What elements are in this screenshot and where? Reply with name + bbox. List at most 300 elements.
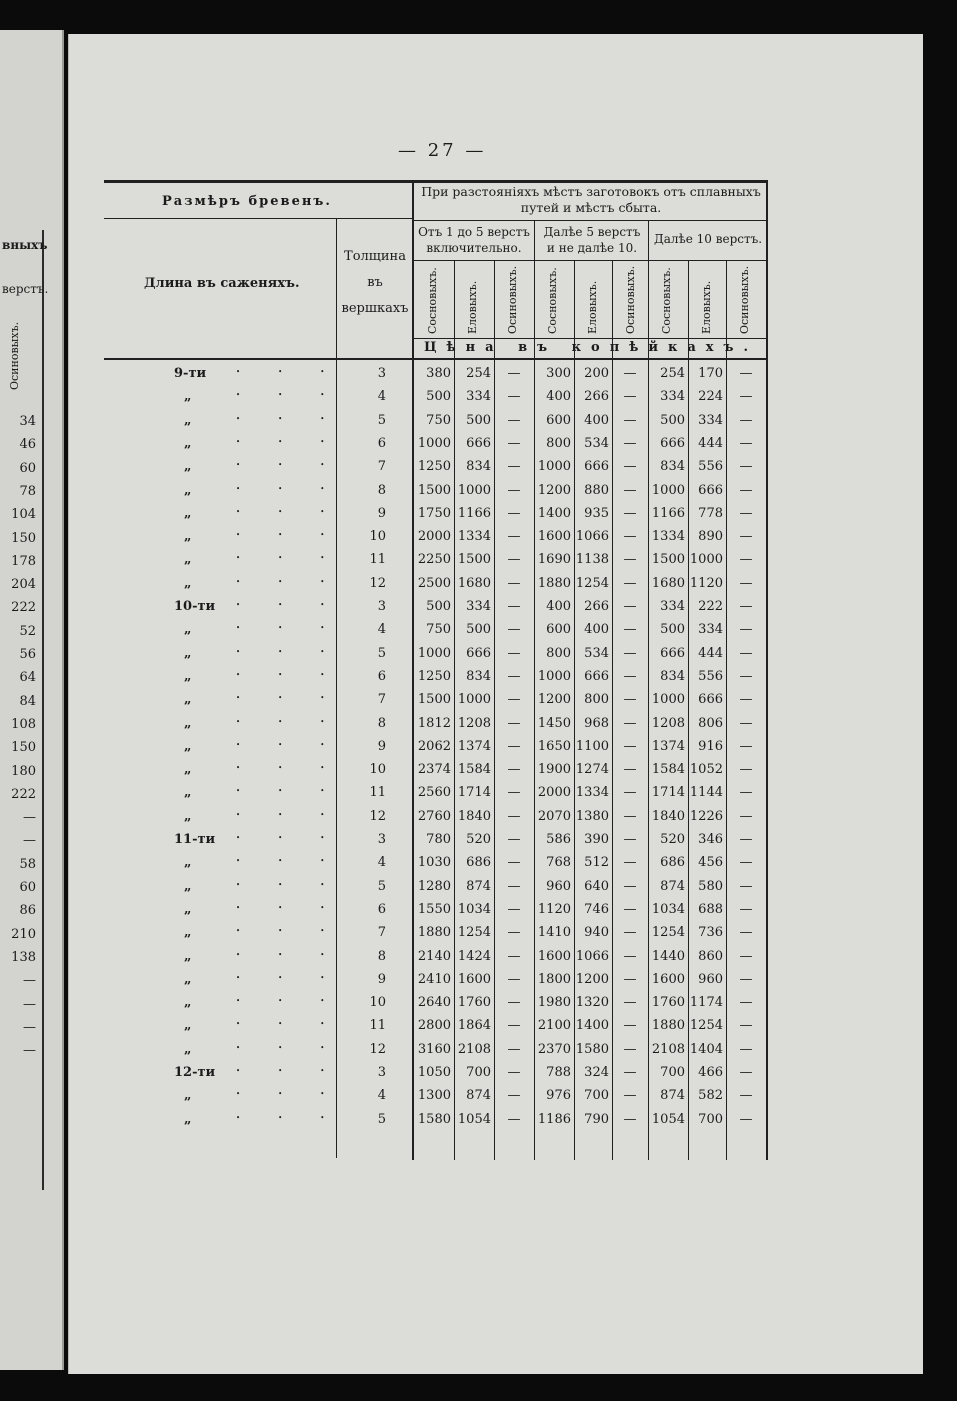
left-page-edge — [0, 30, 64, 1370]
price-cell: 1600 — [651, 971, 685, 987]
price-cell: 1714 — [651, 785, 685, 801]
price-cell: 1584 — [651, 762, 685, 778]
left-page-value: 180 — [11, 763, 36, 779]
leader-dots: ••• — [236, 624, 363, 633]
price-cell: — — [623, 575, 637, 591]
leader-dots: ••• — [236, 717, 363, 726]
thickness-cell: 9 — [377, 738, 386, 754]
leader-dots: ••• — [236, 507, 363, 516]
length-cell: 11-ти — [174, 832, 216, 847]
price-cell: — — [623, 878, 637, 894]
price-cell: — — [507, 412, 521, 428]
price-cell: — — [623, 1018, 637, 1034]
length-cell: „ — [184, 645, 192, 661]
price-cell: — — [623, 645, 637, 661]
price-cell: 1200 — [575, 971, 609, 987]
price-cell: 2374 — [417, 762, 451, 778]
price-cell: 556 — [698, 459, 723, 475]
page-number: — 27 — — [398, 140, 487, 161]
price-cell: 976 — [546, 1088, 571, 1104]
price-cell: 746 — [584, 901, 609, 917]
price-cell: — — [739, 389, 753, 405]
price-cell: 768 — [546, 855, 571, 871]
price-cell: 666 — [584, 459, 609, 475]
price-cell: — — [623, 529, 637, 545]
price-cell: 874 — [466, 1088, 491, 1104]
thickness-cell: 4 — [377, 855, 386, 871]
price-cell: 1880 — [537, 575, 571, 591]
length-cell: „ — [184, 552, 192, 568]
price-cell: — — [507, 645, 521, 661]
leader-dots: ••• — [236, 764, 363, 773]
price-cell: — — [739, 622, 753, 638]
price-cell: 512 — [584, 855, 609, 871]
price-cell: 834 — [660, 668, 685, 684]
price-cell: 940 — [584, 925, 609, 941]
thickness-cell: 4 — [377, 389, 386, 405]
price-cell: 400 — [546, 389, 571, 405]
length-cell: „ — [184, 459, 192, 475]
price-cell: 1840 — [651, 808, 685, 824]
price-cell: 346 — [698, 832, 723, 847]
left-page-value: 178 — [11, 553, 36, 569]
price-cell: 1030 — [417, 855, 451, 871]
price-cell: 500 — [426, 599, 451, 614]
length-cell: „ — [184, 482, 192, 498]
left-page-value: 138 — [11, 949, 36, 965]
price-cell: — — [623, 622, 637, 638]
price-header: Цѣна въ копѣйкахъ. — [423, 340, 759, 355]
length-cell: „ — [184, 925, 192, 941]
price-cell: 1900 — [537, 762, 571, 778]
leader-dots: ••• — [236, 437, 363, 446]
length-cell: „ — [184, 529, 192, 545]
subcolumn-header-spruce: Еловыхъ. — [466, 280, 479, 334]
price-cell: — — [739, 366, 753, 381]
price-cell: 1254 — [457, 925, 491, 941]
thickness-cell: 5 — [377, 645, 386, 661]
length-cell: „ — [184, 1041, 192, 1057]
group-header-rule — [412, 260, 768, 261]
price-cell: 334 — [660, 389, 685, 405]
price-cell: 500 — [466, 622, 491, 638]
price-cell: 200 — [584, 366, 609, 381]
price-cell: — — [507, 599, 521, 614]
thickness-cell: 12 — [369, 575, 386, 591]
price-cell: 2070 — [537, 808, 571, 824]
left-page-value: 204 — [11, 577, 36, 593]
price-cell: — — [739, 552, 753, 568]
length-cell: „ — [184, 1018, 192, 1034]
price-cell: — — [507, 575, 521, 591]
price-cell: 1200 — [537, 482, 571, 498]
leader-dots: ••• — [236, 670, 363, 679]
price-cell: 1274 — [575, 762, 609, 778]
price-cell: 1000 — [457, 692, 491, 708]
left-page-value: 86 — [19, 903, 36, 919]
leader-dots: ••• — [236, 647, 363, 656]
thickness-cell: 9 — [377, 971, 386, 987]
price-cell: 1714 — [457, 785, 491, 801]
price-cell: 700 — [466, 1065, 491, 1080]
price-cell: 534 — [584, 645, 609, 661]
price-cell: 750 — [426, 412, 451, 428]
length-cell: „ — [184, 505, 192, 521]
subcolumn-header-pine: Сосновыхъ. — [546, 267, 559, 334]
price-cell: 1000 — [537, 668, 571, 684]
price-cell: — — [739, 738, 753, 754]
price-cell: 2000 — [537, 785, 571, 801]
price-cell: 686 — [660, 855, 685, 871]
price-cell: — — [507, 529, 521, 545]
price-cell: — — [623, 762, 637, 778]
subcolumn-header-spruce: Еловыхъ. — [700, 280, 713, 334]
price-cell: 1120 — [537, 901, 571, 917]
left-page-header-3: Осиновыхъ. — [8, 321, 21, 390]
price-cell: 380 — [426, 366, 451, 381]
price-cell: 556 — [698, 668, 723, 684]
price-cell: 1680 — [651, 575, 685, 591]
price-cell: — — [739, 412, 753, 428]
price-cell: — — [739, 832, 753, 847]
price-cell: 1138 — [575, 552, 609, 568]
left-page-value: 150 — [11, 740, 36, 756]
length-cell: 10-ти — [174, 599, 216, 614]
leader-dots: ••• — [236, 1020, 363, 1029]
price-cell: — — [623, 1111, 637, 1127]
price-cell: 500 — [660, 622, 685, 638]
price-cell: — — [623, 808, 637, 824]
price-cell: 874 — [660, 878, 685, 894]
price-cell: 1254 — [651, 925, 685, 941]
price-cell: 1254 — [689, 1018, 723, 1034]
price-cell: — — [507, 878, 521, 894]
left-page-header-2: верстъ. — [2, 282, 49, 296]
length-cell: „ — [184, 901, 192, 917]
distance-header-rule — [412, 220, 768, 221]
price-cell: — — [507, 622, 521, 638]
group-1-header: Отъ 1 до 5 верстъ включительно. — [418, 225, 530, 255]
price-cell: 266 — [584, 389, 609, 405]
price-cell: — — [507, 505, 521, 521]
price-cell: 222 — [698, 599, 723, 614]
thickness-header: Толщина въ вершкахъ — [341, 249, 409, 316]
price-cell: — — [623, 715, 637, 731]
price-cell: 1034 — [457, 901, 491, 917]
price-cell: — — [623, 668, 637, 684]
length-cell: „ — [184, 715, 192, 731]
thickness-cell: 3 — [377, 599, 386, 614]
price-cell: 890 — [698, 529, 723, 545]
length-cell: „ — [184, 948, 192, 964]
price-cell: 1320 — [575, 995, 609, 1011]
leader-dots: ••• — [236, 1113, 363, 1122]
left-page-value: 64 — [19, 670, 36, 686]
price-cell: 1404 — [689, 1041, 723, 1057]
price-table — [104, 180, 768, 1160]
left-page-rule — [42, 230, 44, 1190]
price-cell: 334 — [698, 412, 723, 428]
length-cell: „ — [184, 412, 192, 428]
price-cell: — — [507, 785, 521, 801]
subcolumn-header-pine: Сосновыхъ. — [660, 267, 673, 334]
distance-header: При разстояніяхъ мѣстъ заготовокъ отъ сплавныхъ путей и мѣстъ сбыта. — [421, 184, 761, 215]
price-cell: — — [739, 1018, 753, 1034]
thickness-cell: 3 — [377, 366, 386, 381]
price-cell: — — [739, 901, 753, 917]
price-cell: — — [623, 389, 637, 405]
thickness-cell: 4 — [377, 1088, 386, 1104]
price-cell: 1374 — [651, 738, 685, 754]
left-page-value: — — [23, 833, 36, 849]
length-cell: „ — [184, 808, 192, 824]
price-cell: 1500 — [651, 552, 685, 568]
length-cell: „ — [184, 738, 192, 754]
price-cell: — — [507, 808, 521, 824]
thickness-cell: 5 — [377, 412, 386, 428]
size-header-rule — [104, 218, 412, 219]
price-cell: — — [507, 901, 521, 917]
price-cell: 778 — [698, 505, 723, 521]
leader-dots: ••• — [236, 577, 363, 586]
thickness-cell: 11 — [369, 1018, 386, 1034]
price-cell: 1144 — [689, 785, 723, 801]
price-cell: — — [507, 482, 521, 498]
left-page-value: 108 — [11, 716, 36, 732]
table-right-rule — [766, 180, 768, 1160]
price-cell: — — [507, 435, 521, 451]
price-cell: — — [739, 1065, 753, 1080]
price-cell: 600 — [546, 412, 571, 428]
price-cell: — — [623, 692, 637, 708]
price-cell: — — [623, 995, 637, 1011]
thickness-cell: 5 — [377, 1111, 386, 1127]
price-cell: 1300 — [417, 1088, 451, 1104]
price-cell: 800 — [546, 435, 571, 451]
price-cell: — — [507, 948, 521, 964]
price-cell: 2800 — [417, 1018, 451, 1034]
price-cell: 1760 — [651, 995, 685, 1011]
price-cell: 1500 — [417, 692, 451, 708]
price-cell: 1980 — [537, 995, 571, 1011]
price-cell: 500 — [426, 389, 451, 405]
price-cell: 500 — [466, 412, 491, 428]
leader-dots: ••• — [236, 484, 363, 493]
price-cell: 1500 — [457, 552, 491, 568]
left-page-value: 60 — [19, 460, 36, 476]
leader-dots: ••• — [236, 834, 363, 842]
price-cell: — — [739, 948, 753, 964]
price-cell: 1166 — [651, 505, 685, 521]
group-2-header: Далѣе 5 верстъ и не далѣе 10. — [543, 225, 641, 255]
price-cell: 800 — [546, 645, 571, 661]
price-cell: 1000 — [651, 692, 685, 708]
thickness-cell: 10 — [369, 529, 386, 545]
price-cell: — — [739, 575, 753, 591]
price-cell: 1840 — [457, 808, 491, 824]
left-page-value: 150 — [11, 530, 36, 546]
price-cell: 666 — [660, 435, 685, 451]
price-cell: 1000 — [417, 645, 451, 661]
length-cell: „ — [184, 1088, 192, 1104]
price-cell: 266 — [584, 599, 609, 614]
price-cell: — — [623, 832, 637, 847]
price-cell: — — [739, 645, 753, 661]
thickness-cell: 8 — [377, 715, 386, 731]
price-cell: — — [739, 668, 753, 684]
price-cell: — — [623, 738, 637, 754]
price-cell: 935 — [584, 505, 609, 521]
price-cell: 390 — [584, 832, 609, 847]
price-cell: 1400 — [537, 505, 571, 521]
thickness-cell: 12 — [369, 808, 386, 824]
price-cell: 520 — [660, 832, 685, 847]
thickness-cell: 6 — [377, 435, 386, 451]
price-cell: — — [623, 971, 637, 987]
price-cell: 874 — [466, 878, 491, 894]
price-cell: 1880 — [651, 1018, 685, 1034]
price-cell: — — [507, 1088, 521, 1104]
price-cell: — — [507, 552, 521, 568]
left-page-value: 58 — [19, 856, 36, 872]
price-cell: — — [507, 762, 521, 778]
left-page-header-1: вныхъ — [2, 238, 48, 252]
price-cell: 1034 — [651, 901, 685, 917]
left-page-value: — — [23, 996, 36, 1012]
price-cell: 1400 — [575, 1018, 609, 1034]
price-cell: 1750 — [417, 505, 451, 521]
leader-dots: ••• — [236, 927, 363, 936]
thickness-cell: 10 — [369, 762, 386, 778]
leader-dots: ••• — [236, 950, 363, 959]
price-cell: 2140 — [417, 948, 451, 964]
length-cell: „ — [184, 855, 192, 871]
length-cell: „ — [184, 971, 192, 987]
price-cell: 1054 — [651, 1111, 685, 1127]
leader-dots: ••• — [236, 601, 363, 609]
price-cell: — — [739, 692, 753, 708]
price-cell: 2640 — [417, 995, 451, 1011]
price-cell: — — [507, 971, 521, 987]
leader-dots: ••• — [236, 880, 363, 889]
price-cell: 1000 — [457, 482, 491, 498]
price-cell: 700 — [660, 1065, 685, 1080]
thickness-cell: 11 — [369, 785, 386, 801]
length-cell: „ — [184, 435, 192, 451]
length-cell: „ — [184, 878, 192, 894]
price-cell: 1000 — [689, 552, 723, 568]
price-cell: 2062 — [417, 738, 451, 754]
price-cell: 2100 — [537, 1018, 571, 1034]
leader-dots: ••• — [236, 414, 363, 423]
leader-dots: ••• — [236, 461, 363, 470]
price-cell: — — [623, 1065, 637, 1080]
price-cell: — — [739, 599, 753, 614]
price-cell: 2250 — [417, 552, 451, 568]
price-cell: 666 — [466, 435, 491, 451]
price-cell: — — [739, 529, 753, 545]
left-page-value: 84 — [19, 693, 36, 709]
price-cell: — — [507, 692, 521, 708]
price-cell: — — [507, 668, 521, 684]
price-cell: 968 — [584, 715, 609, 731]
price-cell: — — [623, 459, 637, 475]
price-cell: — — [623, 925, 637, 941]
leader-dots: ••• — [236, 857, 363, 866]
price-cell: 1650 — [537, 738, 571, 754]
price-cell: 1864 — [457, 1018, 491, 1034]
length-cell: 12-ти — [174, 1065, 216, 1080]
length-cell: „ — [184, 762, 192, 778]
price-cell: 1186 — [537, 1111, 571, 1127]
price-cell: 444 — [698, 645, 723, 661]
left-page-value: 34 — [19, 414, 36, 429]
size-header: Размѣръ бревенъ. — [162, 194, 332, 209]
price-cell: 1584 — [457, 762, 491, 778]
price-cell: 700 — [698, 1111, 723, 1127]
price-cell: 1200 — [537, 692, 571, 708]
price-cell: 2500 — [417, 575, 451, 591]
subcolumn-header-aspen: Осиновыхъ. — [738, 265, 751, 334]
thickness-cell: 6 — [377, 901, 386, 917]
price-cell: 586 — [546, 832, 571, 847]
price-cell: 1226 — [689, 808, 723, 824]
length-cell: „ — [184, 692, 192, 708]
thickness-cell: 8 — [377, 482, 386, 498]
price-cell: 1812 — [417, 715, 451, 731]
price-cell: 686 — [466, 855, 491, 871]
price-cell: 790 — [584, 1111, 609, 1127]
price-cell: — — [739, 715, 753, 731]
length-header: Длина въ саженяхъ. — [144, 276, 300, 291]
price-cell: — — [623, 599, 637, 614]
price-cell: — — [739, 855, 753, 871]
price-cell: 1880 — [417, 925, 451, 941]
price-cell: 1580 — [417, 1111, 451, 1127]
price-cell: 1054 — [457, 1111, 491, 1127]
price-cell: — — [739, 762, 753, 778]
price-cell: 334 — [466, 389, 491, 405]
price-cell: — — [739, 925, 753, 941]
price-cell: 400 — [546, 599, 571, 614]
leader-dots: ••• — [236, 391, 363, 400]
price-cell: 1052 — [689, 762, 723, 778]
length-cell: „ — [184, 575, 192, 591]
price-cell: 1440 — [651, 948, 685, 964]
price-cell: 1690 — [537, 552, 571, 568]
price-cell: 466 — [698, 1065, 723, 1080]
price-cell: 1000 — [651, 482, 685, 498]
price-cell: 960 — [546, 878, 571, 894]
price-cell: 1550 — [417, 901, 451, 917]
leader-dots: ••• — [236, 1090, 363, 1099]
price-cell: 254 — [466, 366, 491, 381]
price-cell: 1580 — [575, 1041, 609, 1057]
price-cell: — — [507, 832, 521, 847]
price-cell: 1374 — [457, 738, 491, 754]
price-cell: 1208 — [651, 715, 685, 731]
length-cell: „ — [184, 785, 192, 801]
price-cell: 700 — [584, 1088, 609, 1104]
table-header-bottom-rule — [104, 358, 768, 360]
price-cell: — — [507, 1018, 521, 1034]
leader-dots: ••• — [236, 531, 363, 540]
price-cell: 1280 — [417, 878, 451, 894]
left-page-value: 46 — [19, 437, 36, 453]
thickness-cell: 6 — [377, 668, 386, 684]
price-cell: 2560 — [417, 785, 451, 801]
price-cell: 224 — [698, 389, 723, 405]
